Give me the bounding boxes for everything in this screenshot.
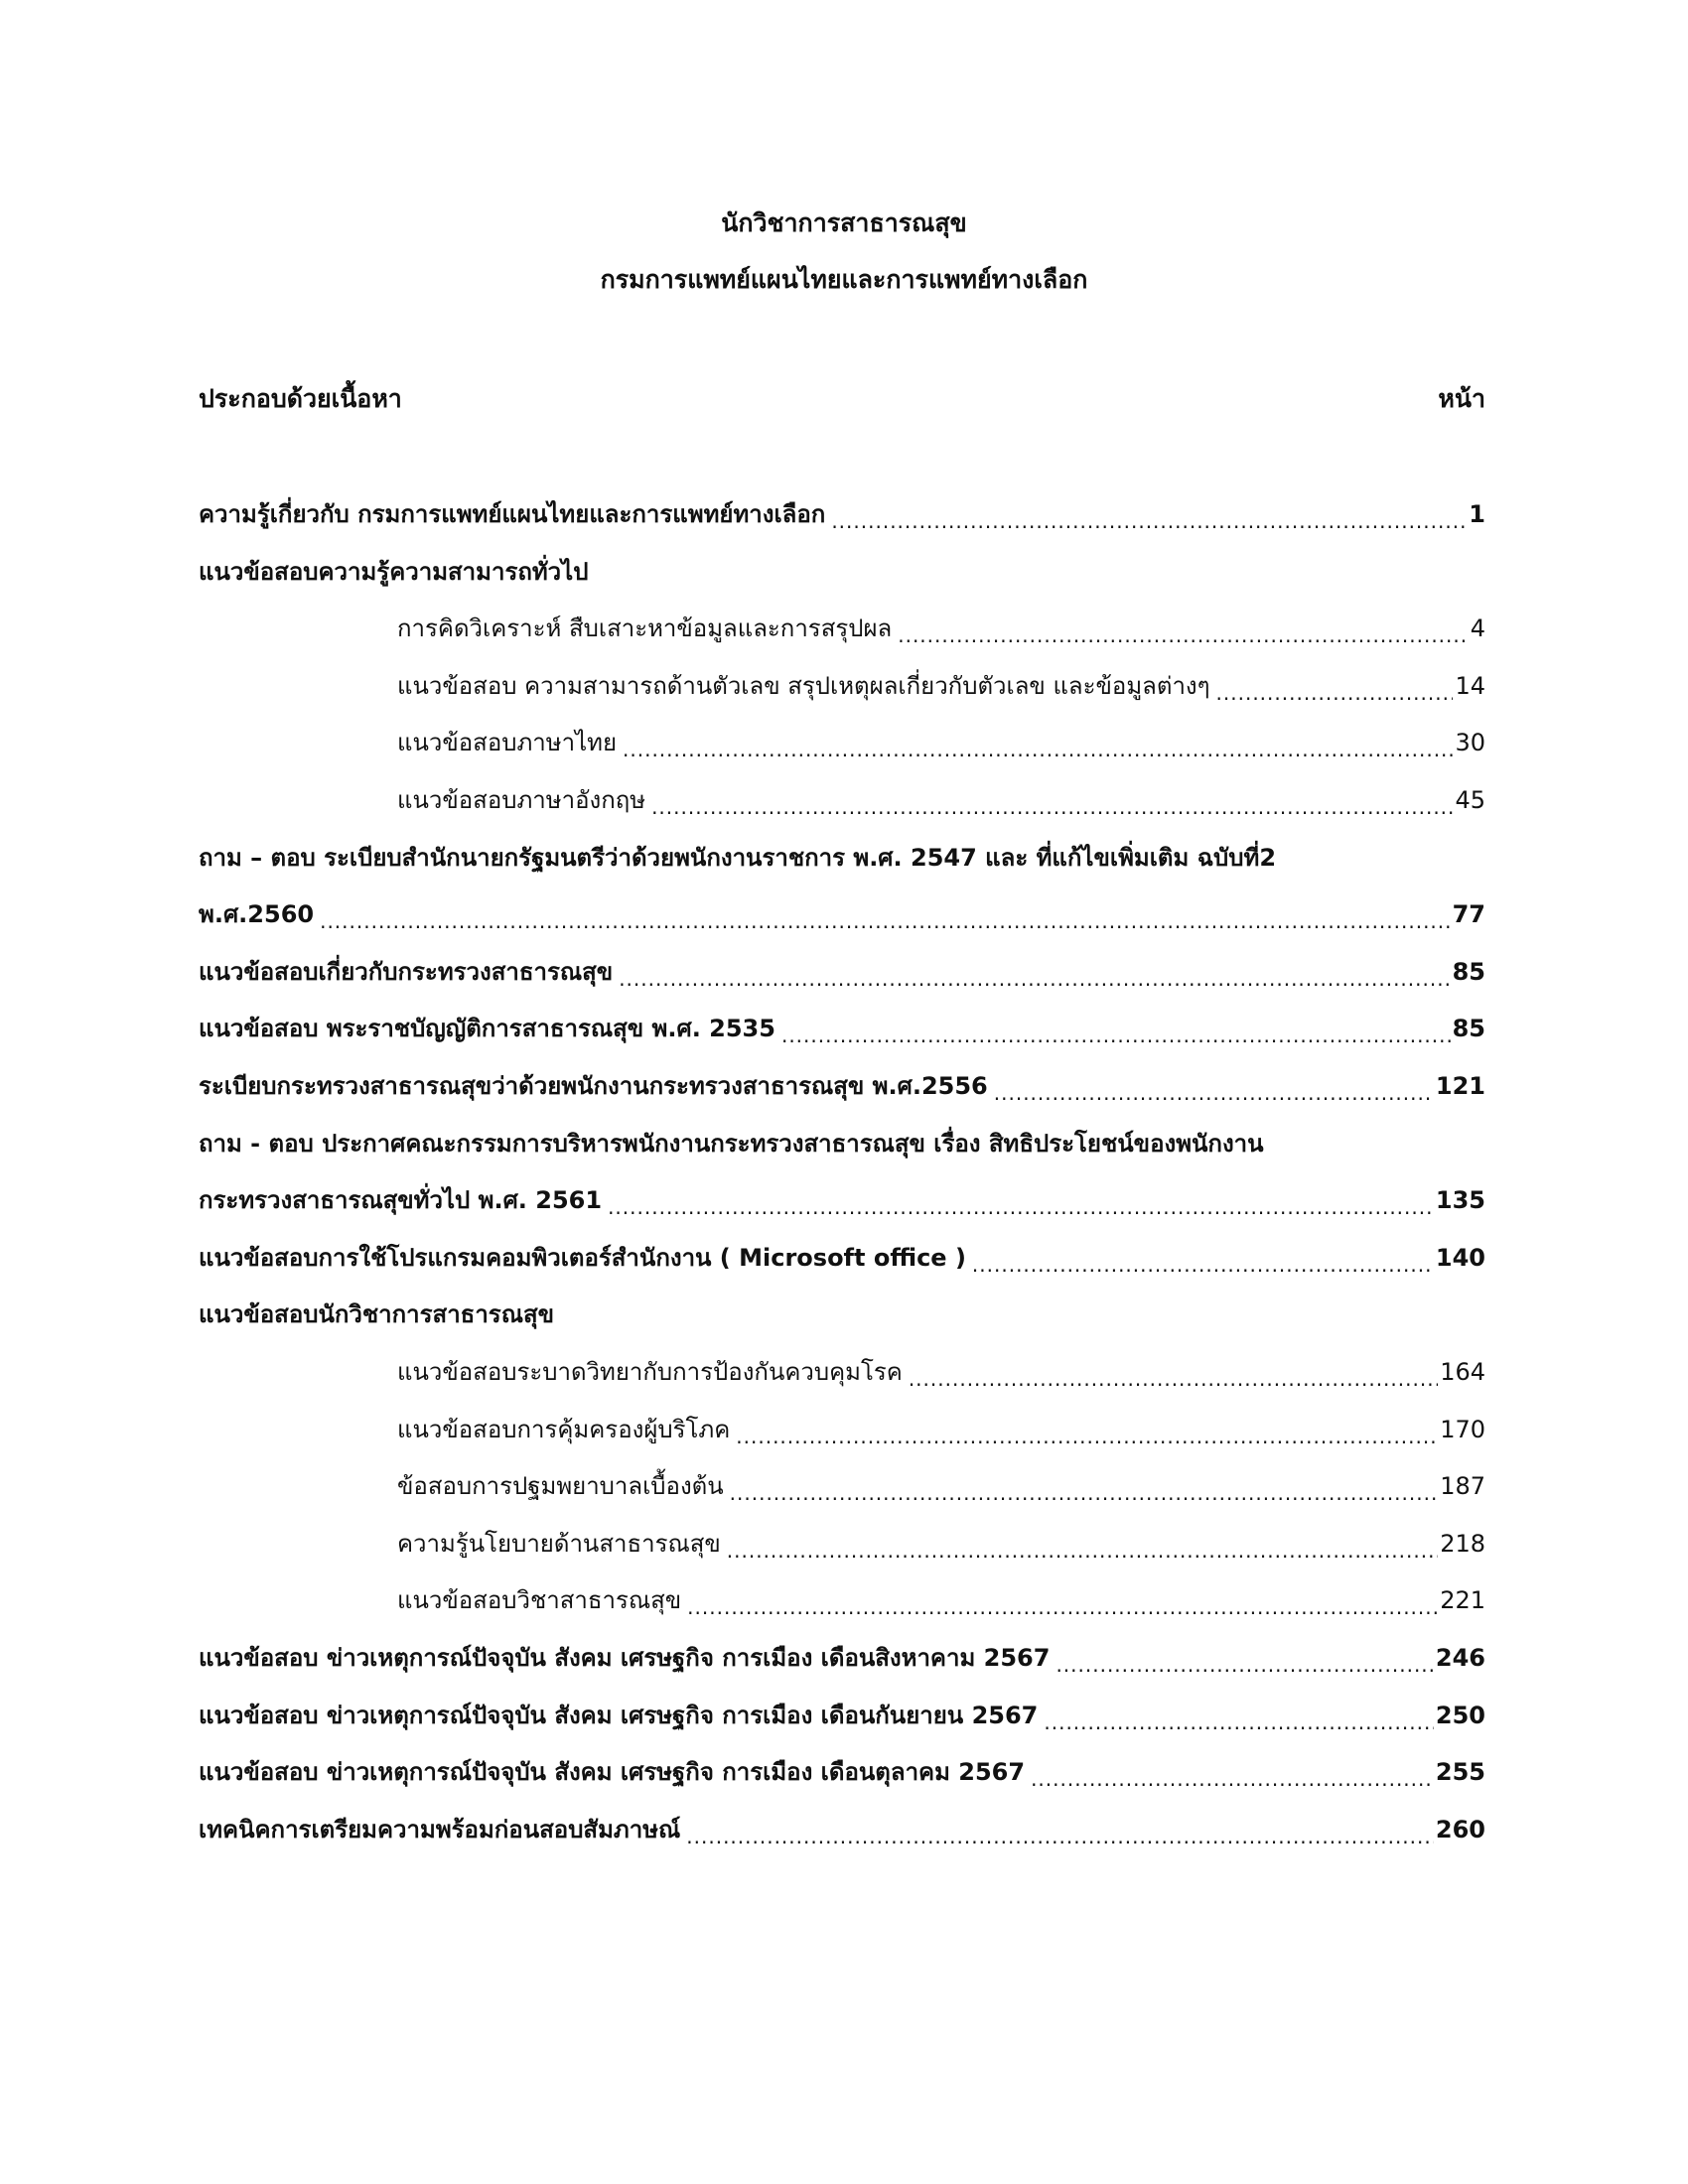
toc-dot-leader bbox=[608, 1178, 1434, 1222]
toc-dot-leader bbox=[1031, 1750, 1434, 1794]
toc-entry bbox=[199, 1062, 1485, 1108]
toc-entry-page: 187 bbox=[1440, 1472, 1485, 1501]
toc-entry bbox=[397, 1576, 1485, 1622]
toc-dot-leader bbox=[727, 1522, 1438, 1566]
toc-entry-title: ข้อสอบการปฐมพยาบาลเบื้องต้น bbox=[397, 1472, 724, 1501]
toc-dot-leader bbox=[831, 492, 1467, 536]
toc-entry bbox=[199, 1748, 1485, 1794]
toc-entry bbox=[199, 1120, 1485, 1165]
toc-dot-leader bbox=[972, 1236, 1434, 1280]
toc-entry-page: 164 bbox=[1440, 1358, 1485, 1386]
toc-dot-leader bbox=[898, 607, 1468, 650]
toc-dot-leader bbox=[320, 892, 1451, 936]
toc-entry-title: ความรู้เกี่ยวกับ กรมการแพทย์แผนไทยและการแพทย์ทางเลือก bbox=[199, 500, 826, 528]
toc-entry-page: 170 bbox=[1440, 1415, 1485, 1443]
toc-entry bbox=[199, 1291, 1485, 1336]
document-title: นักวิชาการสาธารณสุข bbox=[721, 208, 967, 237]
toc-entry-page: 246 bbox=[1435, 1644, 1485, 1672]
toc-entry-title: แนวข้อสอบระบาดวิทยากับการป้องกันควบคุมโรค bbox=[397, 1358, 903, 1386]
toc-entry bbox=[397, 1462, 1485, 1508]
toc-entry-title: แนวข้อสอบ ข่าวเหตุการณ์ปัจจุบัน สังคม เศรษฐกิจ การเมือง เดือนสิงหาคาม 2567 bbox=[199, 1644, 1051, 1672]
toc-entry-title: เทคนิคการเตรียมความพร้อมก่อนสอบสัมภาษณ์ bbox=[199, 1815, 681, 1843]
toc-entry bbox=[199, 1005, 1485, 1050]
toc-entry bbox=[199, 490, 1485, 536]
toc-entry-page: 250 bbox=[1435, 1701, 1485, 1729]
toc-dot-leader bbox=[686, 1808, 1434, 1851]
toc-entry-title: ความรู้นโยบายด้านสาธารณสุข bbox=[397, 1529, 721, 1558]
toc-dot-leader bbox=[781, 1007, 1451, 1050]
toc-dot-leader bbox=[994, 1064, 1434, 1108]
contents-label: ประกอบด้วยเนื้อหา bbox=[199, 384, 402, 413]
toc-entry-page: 255 bbox=[1435, 1758, 1485, 1787]
toc-dot-leader bbox=[1216, 664, 1454, 708]
toc-entry bbox=[199, 1634, 1485, 1680]
toc-entry bbox=[199, 548, 1485, 594]
toc-entry-title: แนวข้อสอบเกี่ยวกับกระทรวงสาธารณสุข bbox=[199, 957, 614, 986]
toc-dot-leader bbox=[736, 1408, 1438, 1451]
toc-entry-title: แนวข้อสอบ พระราชบัญญัติการสาธารณสุข พ.ศ. 2535 bbox=[199, 1015, 775, 1043]
toc-entry bbox=[397, 776, 1485, 822]
toc-entry bbox=[397, 605, 1485, 650]
toc-entry bbox=[199, 1176, 1485, 1222]
toc-entry-title: การคิดวิเคราะห์ สืบเสาะหาข้อมูลและการสรุปผล bbox=[397, 614, 893, 643]
toc-entry-title: พ.ศ.2560 bbox=[199, 900, 315, 929]
toc-entry-page: 221 bbox=[1440, 1586, 1485, 1615]
document-subtitle: กรมการแพทย์แผนไทยและการแพทย์ทางเลือก bbox=[600, 265, 1088, 294]
toc-entry-page: 77 bbox=[1452, 900, 1485, 929]
toc-entry-page: 260 bbox=[1435, 1815, 1485, 1843]
toc-entry bbox=[397, 719, 1485, 764]
toc-dot-leader bbox=[619, 950, 1450, 994]
toc-entry-page: 14 bbox=[1455, 671, 1485, 700]
toc-entry-page: 121 bbox=[1435, 1072, 1485, 1100]
toc-header bbox=[199, 377, 1485, 421]
toc-entry-title: แนวข้อสอบ ข่าวเหตุการณ์ปัจจุบัน สังคม เศรษฐกิจ การเมือง เดือนกันยายน 2567 bbox=[199, 1701, 1039, 1729]
toc-dot-leader bbox=[730, 1464, 1439, 1508]
toc-entry-page: 218 bbox=[1440, 1529, 1485, 1558]
page-column-label: หน้า bbox=[1438, 384, 1485, 413]
toc-dot-leader bbox=[651, 778, 1453, 822]
toc-entry bbox=[199, 948, 1485, 994]
toc-entry-page: 135 bbox=[1435, 1186, 1485, 1215]
toc-dot-leader bbox=[1055, 1636, 1433, 1680]
toc-entry-page: 1 bbox=[1469, 500, 1485, 528]
toc-dot-leader bbox=[909, 1350, 1438, 1394]
toc-entry bbox=[199, 1234, 1485, 1280]
toc-entry-page: 85 bbox=[1452, 957, 1485, 986]
toc-entry-title: แนวข้อสอบการคุ้มครองผู้บริโภค bbox=[397, 1415, 731, 1443]
toc-entry-title: แนวข้อสอบภาษาไทย bbox=[397, 729, 618, 757]
toc-dot-leader bbox=[687, 1578, 1438, 1622]
toc-entry bbox=[199, 834, 1485, 880]
toc-entry-title: กระทรวงสาธารณสุขทั่วไป พ.ศ. 2561 bbox=[199, 1186, 603, 1215]
toc-entry-title: แนวข้อสอบความรู้ความสามารถทั่วไป bbox=[199, 557, 589, 586]
toc-dot-leader bbox=[1044, 1694, 1434, 1737]
toc-dot-leader bbox=[623, 721, 1453, 764]
toc-entry-page: 30 bbox=[1455, 729, 1485, 757]
toc-entry bbox=[397, 662, 1485, 708]
toc-entry-title: แนวข้อสอบ ข่าวเหตุการณ์ปัจจุบัน สังคม เศรษฐกิจ การเมือง เดือนตุลาคม 2567 bbox=[199, 1758, 1026, 1787]
toc-entry-title: แนวข้อสอบนักวิชาการสาธารณสุข bbox=[199, 1300, 555, 1329]
toc-entry-page: 85 bbox=[1452, 1015, 1485, 1043]
toc-entry-title: ถาม - ตอบ ประกาศคณะกรรมการบริหารพนักงานกระทรวงสาธารณสุข เรื่อง สิทธิประโยชน์ของพนักงาน bbox=[199, 1129, 1264, 1158]
toc-entry-title: ระเบียบกระทรวงสาธารณสุขว่าด้วยพนักงานกระทรวงสาธารณสุข พ.ศ.2556 bbox=[199, 1072, 988, 1100]
toc-entry-page: 140 bbox=[1435, 1243, 1485, 1272]
toc-entry-title: แนวข้อสอบภาษาอังกฤษ bbox=[397, 786, 646, 814]
toc-entry bbox=[397, 1406, 1485, 1451]
toc-entry-title: แนวข้อสอบวิชาสาธารณสุข bbox=[397, 1586, 682, 1615]
toc-entry-title: แนวข้อสอบการใช้โปรแกรมคอมพิวเตอร์สำนักงาน ( Microsoft office ) bbox=[199, 1243, 966, 1272]
toc-entry-page: 45 bbox=[1455, 786, 1485, 814]
toc-entry-title: แนวข้อสอบ ความสามารถด้านตัวเลข สรุปเหตุผลเกี่ยวกับตัวเลข และข้อมูลต่างๆ bbox=[397, 671, 1210, 700]
toc-entry bbox=[199, 1692, 1485, 1737]
toc-entry-title: ถาม – ตอบ ระเบียบสำนักนายกรัฐมนตรีว่าด้วยพนักงานราชการ พ.ศ. 2547 และ ที่แก้ไขเพิ่มเติม ฉบับที่2 bbox=[199, 843, 1277, 872]
toc-entry bbox=[397, 1348, 1485, 1394]
toc-entry-page: 4 bbox=[1470, 614, 1485, 643]
toc-entry bbox=[397, 1520, 1485, 1566]
toc-entry bbox=[199, 890, 1485, 936]
toc-entry bbox=[199, 1806, 1485, 1851]
